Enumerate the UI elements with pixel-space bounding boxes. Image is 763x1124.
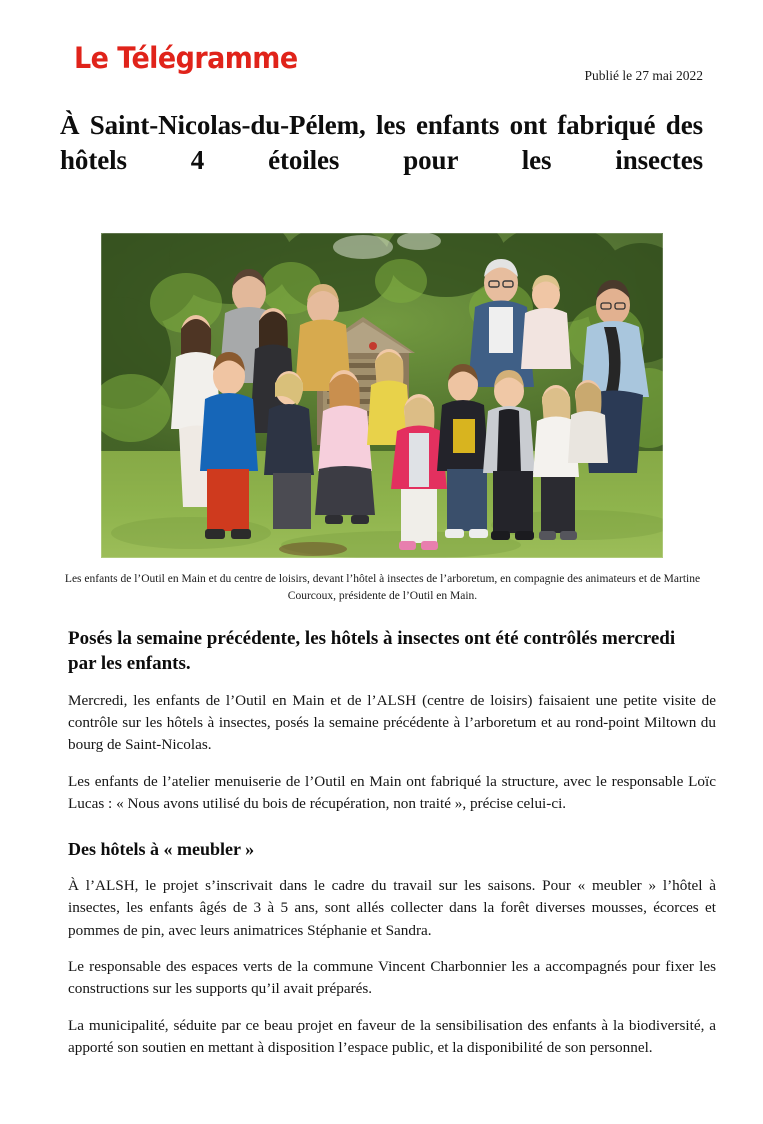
article-paragraph-3: À l’ALSH, le projet s’inscrivait dans le cadre du travail sur les saisons. Pour « meubler » l’hôtel à insectes, les enfants âgés de 3 à 5 ans, sont allés collecter dans la forêt diverses mousses, écorces et pommes de pin, avec leurs animatrices Stéphanie et Sandra. <box>68 876 716 939</box>
article-paragraph-1: Mercredi, les enfants de l’Outil en Main et de l’ALSH (centre de loisirs) faisaient une petite visite de contrôle sur les hôtels à insectes, posés la semaine précédente à l’arboretum et au rond-point Miltown du bourg de Saint-Nicolas. <box>68 691 716 754</box>
article-headline: À Saint-Nicolas-du-Pélem, les enfants ont fabriqué des hôtels 4 étoiles pour les insectes <box>60 110 703 176</box>
article-standfirst: Posés la semaine précédente, les hôtels à insectes ont été contrôlés mercredi par les enfants. <box>68 627 676 674</box>
photo-caption: Les enfants de l’Outil en Main et du centre de loisirs, devant l’hôtel à insectes de l’arboretum, en compagnie des animateurs et de Martine Courcoux, présidente de l’Outil en Main. <box>64 573 701 602</box>
article-photo <box>101 233 663 558</box>
article-section-heading: Des hôtels à « meubler » <box>68 838 255 859</box>
article-paragraph-4: Le responsable des espaces verts de la commune Vincent Charbonnier les a accompagnés pour fixer les constructions sur les supports qu’il avait préparés. <box>68 957 716 998</box>
article-paragraph-5: La municipalité, séduite par ce beau projet en faveur de la sensibilisation des enfants à la biodiversité, a apporté son soutien en mettant à disposition l’espace public, et la disponibilité de son personnel. <box>68 1016 716 1056</box>
masthead <box>60 41 703 100</box>
article-page <box>0 41 763 1124</box>
article-paragraph-2: Les enfants de l’atelier menuiserie de l’Outil en Main ont fabriqué la structure, avec le responsable Loïc Lucas : « Nous avons utilisé du bois de récupération, non traité », précise celui-ci. <box>68 772 716 813</box>
article-figure <box>60 233 703 558</box>
telegramme-logo[interactable]: Le Télégramme <box>74 41 298 75</box>
publication-date: Publié le 27 mai 2022 <box>584 68 703 83</box>
